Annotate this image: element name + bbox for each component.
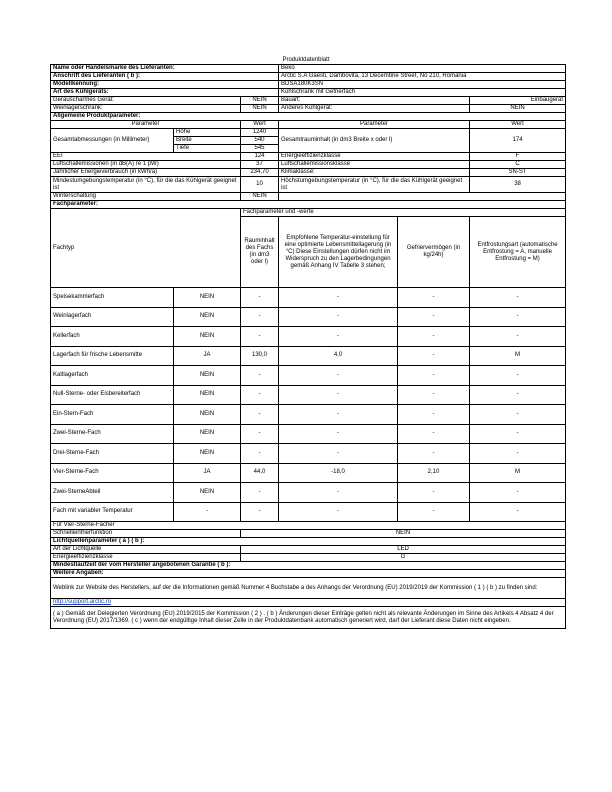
compartment-freeze: - [398,307,470,327]
model-row [51,81,566,89]
other-value: NEIN [470,105,566,113]
fast-freeze-label: Schnelleinfrierfunktion [51,530,241,538]
compartment-present: NEIN [174,424,241,444]
compartment-row [51,307,566,327]
col-fachparameter: Fachparameter und -werte [241,209,566,217]
compartment-volume: - [241,405,279,425]
mintemp-label: Mindestumgebungstemperatur (in °C), für die das Kühlgerät geeignet ist [51,177,241,193]
compartment-freeze: - [398,327,470,347]
eei-row [51,153,566,161]
quiet-row [51,97,566,105]
compartment-present: NEIN [174,288,241,308]
volume-value: 174 [470,129,566,153]
climate-value: SN-ST [470,169,566,177]
eclass-label: Energieeffizienzklasse [279,153,470,161]
compartment-volume: - [241,424,279,444]
compartment-defrost: - [470,327,566,347]
light-header: Lichtquellenparameter ( a ) ( b ): [51,538,566,546]
model-value: BDSA180K3SN [279,81,566,89]
supplier-name-value: Beko [279,65,566,73]
compartment-row [51,405,566,425]
compartment-defrost: - [470,424,566,444]
wine-label: Weinlagerschrank: [51,105,241,113]
compartment-temp: 4,0 [279,346,398,366]
model-label: Modellkennung: [51,81,279,89]
compartment-name: Drei-Sterne-Fach [51,444,174,464]
quiet-value: NEIN [241,97,279,105]
compartment-row [51,346,566,366]
compartment-freeze: - [398,405,470,425]
compartment-row [51,463,566,483]
compartment-temp: - [279,424,398,444]
compartment-row [51,424,566,444]
compartment-freeze: - [398,502,470,522]
compartment-temp: - [279,502,398,522]
compartment-volume: 130,0 [241,346,279,366]
compartment-temp: - [279,288,398,308]
url-row [51,599,566,607]
light-type-row [51,546,566,554]
col-gefriervermoegen: Gefriervermögen (in kg/24h) [398,217,470,288]
compartment-freeze: - [398,346,470,366]
supplier-name-label: Name oder Handelsmarke des Lieferanten: [51,65,279,73]
annual-value: 234,70 [241,169,279,177]
noiseclass-label: Luftschallemissionsklasse [279,161,470,169]
height-label: Höhe [174,129,241,137]
supplier-address-value: Arctic S.A Gaesti, Dambovita, 13 Decembrie Street, No 210, Romania [279,73,566,81]
compartment-row [51,327,566,347]
compartment-freeze: - [398,366,470,386]
fast-freeze-row [51,530,566,538]
winter-label: Winterschaltung [51,193,241,201]
volume-label: Gesamtrauminhalt (in dm3 Breite x oder l) [279,129,470,153]
compartment-defrost: - [470,444,566,464]
design-label: Bauart: [279,97,470,105]
compartment-defrost: - [470,405,566,425]
compartment-freeze: - [398,424,470,444]
type-row [51,89,566,97]
compartment-defrost: - [470,385,566,405]
compartment-name: Zwei-Sterne-Fach [51,424,174,444]
compartment-temp: - [279,405,398,425]
footnote: ( a ) Gemäß der Delegierten Verordnung (EU) 2019/2015 der Kommission ( 2 ) . ( b ) Änderungen dieser Einträge gelten nicht als relevante Änderungen im Sinne des Artikels 4 Absatz 4 der Verordnung (EU) 2017/1369. ( c ) wenn der endgültige Inhalt dieser Zelle in der Produktdatenbank automatisch generiert wird, darf der Lieferant diese Daten nicht eingeben. [51,607,566,629]
compartment-present: NEIN [174,385,241,405]
compartment-name: Null-Sterne- oder Eisbereiterfach [51,385,174,405]
noiseclass-value: C [470,161,566,169]
general-header: Allgemeine Produktparameter: [51,113,566,121]
winter-value: NEIN [241,193,279,201]
col-value: Wert [241,121,279,129]
compartment-name: Weinlagerfach [51,307,174,327]
compartment-volume: - [241,385,279,405]
document-title: Produktdatenblatt [282,57,330,63]
climate-label: Klimaklasse: [279,169,470,177]
compartment-params-row [51,209,566,217]
mintemp-value: 10 [241,177,279,193]
dims-label: Gesamtabmessungen (in Millimeter) [51,129,174,153]
type-value: Kühlschrank mit Gefrierfach [279,89,566,97]
compartment-name: Ein-Stern-Fach [51,405,174,425]
wine-row [51,105,566,113]
temp-row [51,177,566,193]
product-data-table [50,64,566,629]
compartment-temp: - [279,385,398,405]
general-header-row [51,113,566,121]
compartment-freeze: 2,10 [398,463,470,483]
light-type-label: Art der Lichtquelle [51,546,241,554]
light-class-label: Energieeffizienzklasse [51,554,241,562]
general-colhead-row [51,121,566,129]
fourstar-header-row [51,522,566,530]
compartment-present: JA [174,346,241,366]
compartment-name: Kellerfach [51,327,174,347]
fast-freeze-value: NEIN [241,530,566,538]
height-row [51,129,566,137]
wine-value: NEIN [241,105,279,113]
compartment-volume: 44,0 [241,463,279,483]
compartment-name: Zwei-SterneAbteil [51,483,174,503]
compartment-defrost: M [470,463,566,483]
light-class-value: G [241,554,566,562]
quiet-label: Geräuscharmes Gerät: [51,97,241,105]
annual-label: Jährlicher Energieverbrauch (in kWh/a) [51,169,241,177]
supplier-address-label: Anschrift des Lieferanten ( b ): [51,73,279,81]
compartment-volume: - [241,502,279,522]
col-temperatur: Empfohlene Temperatur-einstellung für eine optimierte Lebensmittellagerung (in °C) Diese Einstellungen dürfen nicht im Widerspruch zu den Lagerbedingungen gemäß Anhang IV Tabelle 3 stehen; [279,217,398,288]
compartment-defrost: - [470,366,566,386]
compartment-volume: - [241,366,279,386]
noise-label: Luftschallemissionen (in dB(A) re 1 pW) [51,161,241,169]
width-label: Breite [174,137,241,145]
compartment-row [51,444,566,464]
compartment-row [51,483,566,503]
col-fachtyp: Fachtyp [51,209,241,288]
compartment-volume: - [241,307,279,327]
compartment-freeze: - [398,288,470,308]
compartment-defrost: - [470,307,566,327]
compartment-present: NEIN [174,405,241,425]
compartment-temp: - [279,366,398,386]
maxtemp-value: 38 [470,177,566,193]
width-value: 540 [241,137,279,145]
noise-row [51,161,566,169]
compartment-temp: - [279,307,398,327]
compartment-present: - [174,502,241,522]
col-param: Parameter [51,121,241,129]
compartment-volume: - [241,327,279,347]
compartment-temp: - [279,483,398,503]
compartment-name: Vier-Sterne-Fach [51,463,174,483]
light-class-row [51,554,566,562]
compartment-row [51,366,566,386]
compartment-temp: - [279,327,398,347]
light-type-value: LED [241,546,566,554]
compartment-present: NEIN [174,327,241,347]
design-value: Einbaugerät [470,97,566,105]
compartment-defrost: - [470,288,566,308]
depth-label: Tiefe [174,145,241,153]
compartment-name: Speisekammerfach [51,288,174,308]
compartment-defrost: - [470,502,566,522]
col-rauminhalt: Rauminhalt des Fachs (in dm3 oder l) [241,217,279,288]
compartment-defrost: M [470,346,566,366]
guarantee-label: Mindestlaufzeit der vom Hersteller angebotenen Garantie ( b ): [51,562,566,570]
fourstar-header: Für Vier-Sterne-Fächer [51,522,566,530]
compartment-present: JA [174,463,241,483]
compartment-header-row [51,201,566,209]
compartment-freeze: - [398,444,470,464]
footnote-row [51,607,566,629]
compartment-volume: - [241,483,279,503]
other-label: Anderes Kühlgerät: [279,105,470,113]
compartment-present: NEIN [174,366,241,386]
annual-row [51,169,566,177]
height-value: 1240 [241,129,279,137]
compartment-header: Fachparameter: [51,201,566,209]
compartment-name: Fach mit variabler Temperatur [51,502,174,522]
guarantee-row [51,562,566,570]
compartment-present: NEIN [174,307,241,327]
depth-value: 545 [241,145,279,153]
eei-label: EEI [51,153,241,161]
col-entfrostung: Entfrostungsart (automatische Entfrostung = A, manuelle Entfrostung = M) [470,217,566,288]
compartment-present: NEIN [174,444,241,464]
compartment-name: Lagerfach für frische Lebensmitte [51,346,174,366]
compartment-row [51,288,566,308]
compartment-freeze: - [398,385,470,405]
support-link[interactable]: http://support.arctic.ro [53,599,112,605]
eclass-value: F [470,153,566,161]
further-header-row [51,570,566,578]
compartment-freeze: - [398,483,470,503]
eei-value: 124 [241,153,279,161]
compartment-name: Kaltlagerfach [51,366,174,386]
url-cell [51,599,566,607]
noise-value: 37 [241,161,279,169]
further-header: Weitere Angaben: [51,570,566,578]
maxtemp-label: Höchstumgebungstemperatur (in °C), für die das Kühlgerät geeignet ist [279,177,470,193]
compartment-volume: - [241,288,279,308]
col-param2: Parameter [279,121,470,129]
supplier-name-row [51,65,566,73]
compartment-present: NEIN [174,483,241,503]
weblink-row [51,578,566,599]
light-header-row [51,538,566,546]
compartment-temp: -18,0 [279,463,398,483]
compartment-row [51,502,566,522]
col-value2: Wert [470,121,566,129]
compartment-row [51,385,566,405]
winter-row [51,193,566,201]
compartment-volume: - [241,444,279,464]
supplier-address-row [51,73,566,81]
compartment-temp: - [279,444,398,464]
compartment-defrost: - [470,483,566,503]
type-label: Art des Kühlgeräts: [51,89,279,97]
weblink-text: Weblink zur Website des Herstellers, auf der die Informationen gemäß Nummer 4 Buchstabe a des Anhangs der Verordnung (EU) 2019/2019 der Kommission ( 1 ) ( b ) zu finden sind: [51,578,566,599]
winter-empty [279,193,566,201]
